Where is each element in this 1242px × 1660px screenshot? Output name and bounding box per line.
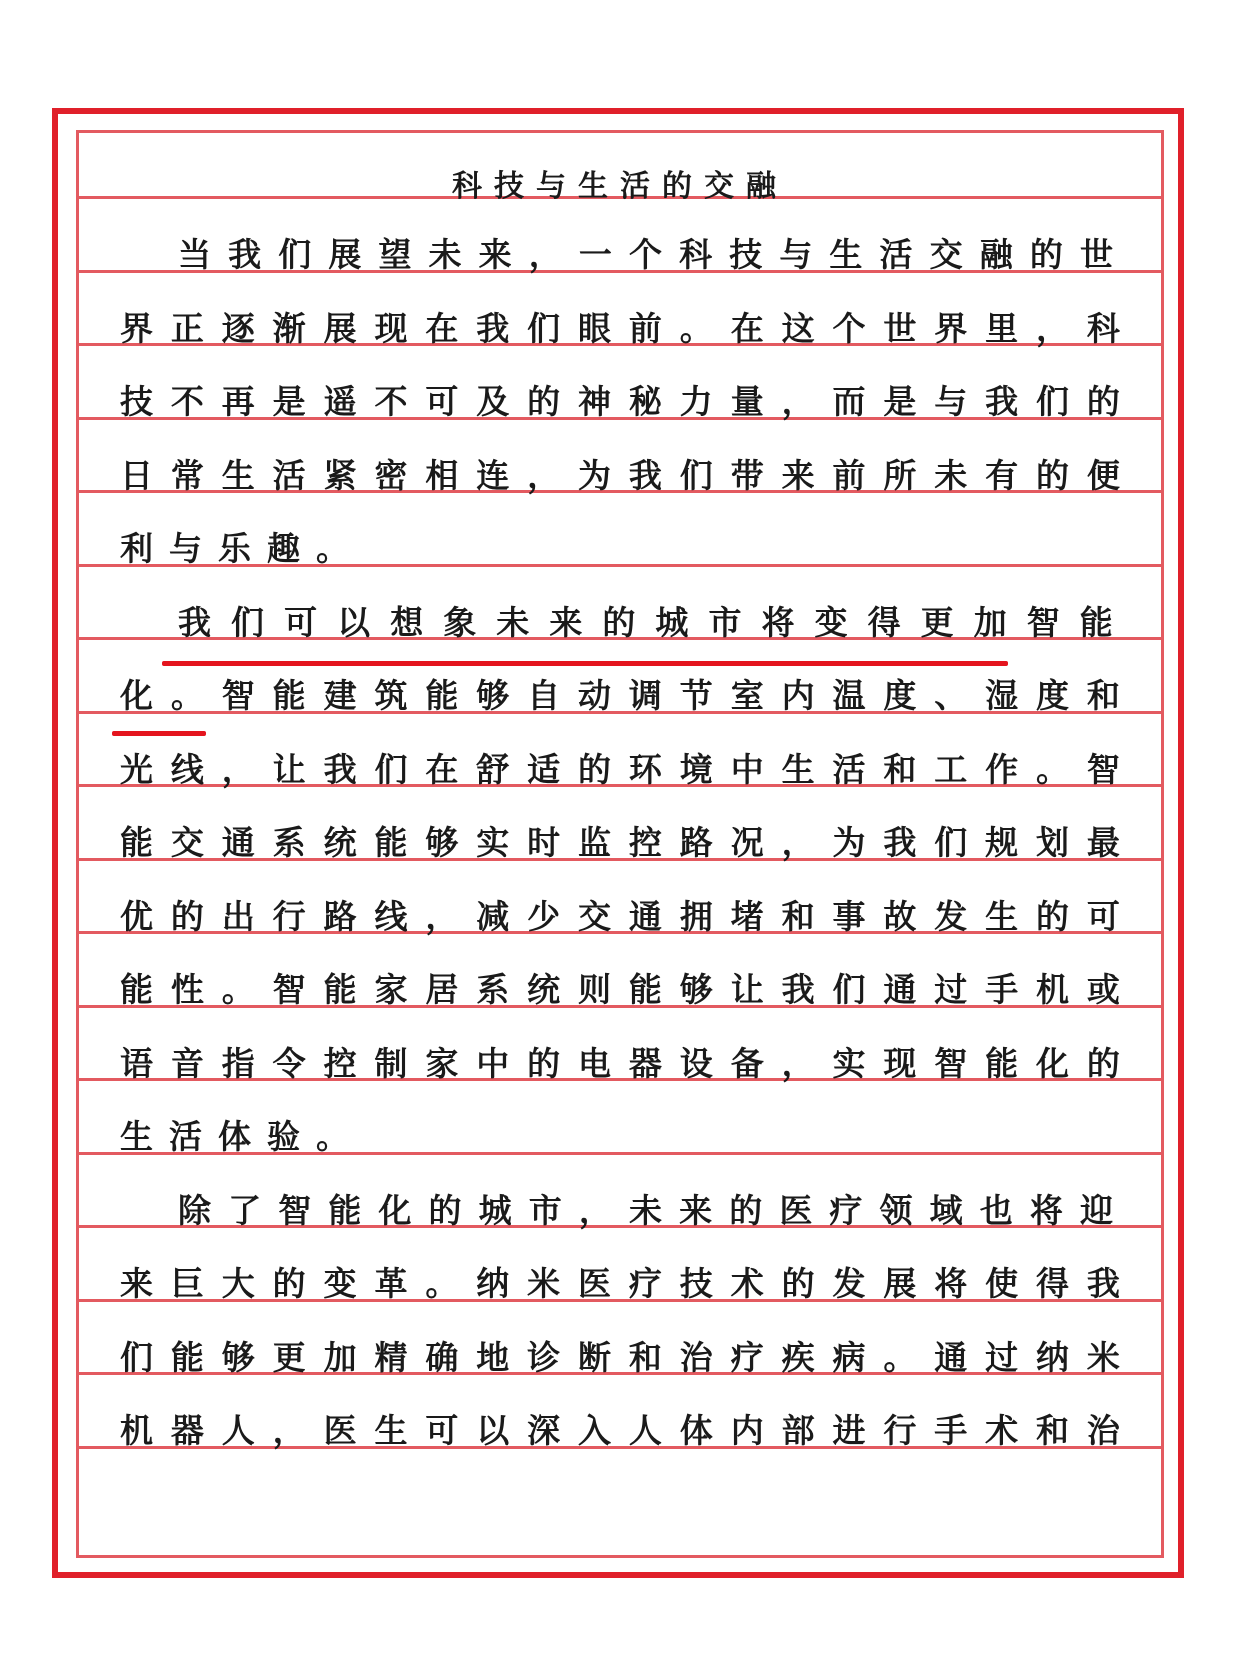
text-line: 除 了 智 能 化 的 城 市 ， 未 来 的 医 疗 领 域 也 将 迎 [178, 1191, 1113, 1230]
text-line: 机 器 人 ， 医 生 可 以 深 入 人 体 内 部 进 行 手 术 和 治 [120, 1411, 1120, 1450]
text-line: 优 的 出 行 路 线 ， 减 少 交 通 拥 堵 和 事 故 发 生 的 可 [120, 897, 1120, 936]
page-title: 科技与生活的交融 [452, 169, 788, 204]
text-line: 语 音 指 令 控 制 家 中 的 电 器 设 备 ， 实 现 智 能 化 的 [120, 1044, 1120, 1083]
text-line: 光 线 ， 让 我 们 在 舒 适 的 环 境 中 生 活 和 工 作 。 智 [120, 750, 1120, 789]
text-line: 能 性 。 智 能 家 居 系 统 则 能 够 让 我 们 通 过 手 机 或 [120, 970, 1120, 1009]
text-line: 界 正 逐 渐 展 现 在 我 们 眼 前 。 在 这 个 世 界 里 ， 科 [120, 309, 1120, 348]
text-line: 生 活 体 验 。 [120, 1117, 349, 1156]
text-line: 日 常 生 活 紧 密 相 连 ， 为 我 们 带 来 前 所 未 有 的 便 [120, 456, 1120, 495]
highlight-underline-1 [162, 661, 1008, 666]
text-line: 们 能 够 更 加 精 确 地 诊 断 和 治 疗 疾 病 。 通 过 纳 米 [120, 1338, 1120, 1377]
highlight-underline-2 [112, 731, 206, 736]
text-line: 技 不 再 是 遥 不 可 及 的 神 秘 力 量 ， 而 是 与 我 们 的 [120, 382, 1120, 421]
text-line: 能 交 通 系 统 能 够 实 时 监 控 路 况 ， 为 我 们 规 划 最 [120, 823, 1120, 862]
text-line: 当 我 们 展 望 未 来 ， 一 个 科 技 与 生 活 交 融 的 世 [178, 235, 1113, 274]
text-line: 来 巨 大 的 变 革 。 纳 米 医 疗 技 术 的 发 展 将 使 得 我 [120, 1264, 1120, 1303]
text-line: 利 与 乐 趣 。 [120, 529, 349, 568]
text-line: 化 。 智 能 建 筑 能 够 自 动 调 节 室 内 温 度 、 湿 度 和 [120, 676, 1120, 715]
text-line: 我 们 可 以 想 象 未 来 的 城 市 将 变 得 更 加 智 能 [178, 603, 1113, 642]
